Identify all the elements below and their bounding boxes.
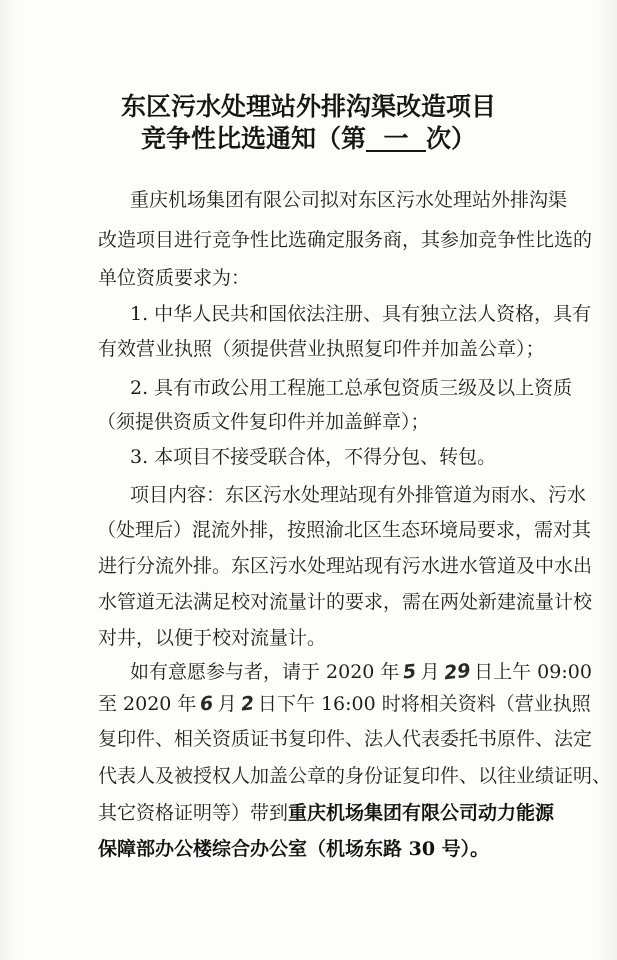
handwritten-day: 29 [442,659,472,685]
document-title-line1: 东区污水处理站外排沟渠改造项目 [120,92,496,121]
submission-location-bold: 重庆机场集团有限公司动力能源 [288,802,555,824]
submission-text: 其它资格证明等）带到 [98,802,289,824]
handwritten-month: 6 [199,692,215,716]
submission-line-2 [98,689,591,716]
project-content-line: 对井，以便于校对流量计。 [98,627,327,649]
submission-line-6: 保障部办公楼综合办公室（机场东路 30 号）。 [98,838,490,860]
handwritten-day: 2 [239,692,256,716]
handwritten-month: 5 [402,660,418,684]
project-content-line: 进行分流外排。东区污水处理站现有污水进水管道及中水出 [98,555,593,577]
submission-text: 月 [420,661,440,683]
submission-text: 日下午 16:00 时将相关资料（营业执照 [257,693,591,715]
project-content-line: （处理后）混流外排，按照渝北区生态环境局要求，需对其 [97,519,592,541]
requirement-1-line: 1. 中华人民共和国依法注册、具有独立法人资格，具有 [130,303,592,325]
requirement-2-line: 2. 具有市政公用工程施工总承包资质三级及以上资质 [130,377,573,399]
title-suffix: 次） [426,124,477,153]
submission-line-3: 复印件、相关资质证书复印件、法人代表委托书原件、法定 [98,728,593,750]
project-content-line: 水管道无法满足校对流量计的要求，需在两处新建流量计校 [98,591,593,613]
submission-text: 如有意愿参与者，请于 2020 年 [130,661,400,683]
title-prefix: 竞争性比选通知（第 [140,124,366,153]
paragraph-line: 重庆机场集团有限公司拟对东区污水处理站外排沟渠 [130,189,568,211]
document-title-line2 [0,119,617,155]
title-round-blank: 一 [366,128,426,152]
requirement-2-line: （须提供资质文件复印件并加盖鲜章）； [97,411,430,433]
submission-text: 月 [217,693,237,715]
requirement-3-line: 3. 本项目不接受联合体，不得分包、转包。 [130,446,497,468]
submission-line-1 [130,657,592,684]
submission-line-4: 代表人及被授权人加盖公章的身份证复印件、以往业绩证明、 [98,765,612,787]
submission-text: 至 2020 年 [98,693,197,715]
submission-line-5 [98,798,554,825]
paragraph-line: 改造项目进行竞争性比选确定服务商，其参加竞争性比选的 [98,229,593,251]
submission-text: 日上午 09:00 [474,661,592,683]
project-content-line: 项目内容：东区污水处理站现有外排管道为雨水、污水 [130,484,587,506]
requirement-1-line: 有效营业执照（须提供营业执照复印件并加盖公章）； [98,338,545,360]
paragraph-line: 单位资质要求为： [98,267,251,289]
